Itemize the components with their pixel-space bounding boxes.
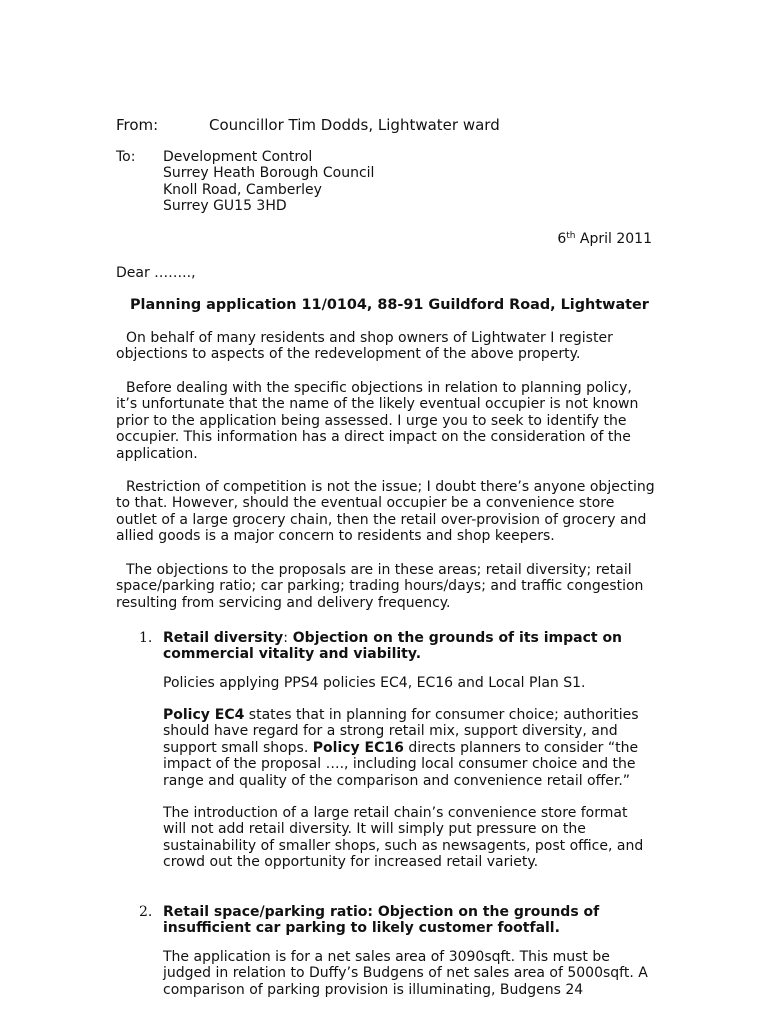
address-line: Development Control [163,149,313,165]
item-keyword: Retail diversity [163,630,284,646]
to-label: To: [116,149,136,165]
recipient-address [163,149,374,215]
date-day: 6 [557,231,567,247]
policy-paragraph [163,707,655,789]
address-line: Surrey Heath Borough Council [163,165,375,182]
item-heading-text: Objection on the grounds of its impact on commercial vitality and viability. [163,630,623,663]
policy-ec4-label: Policy EC4 [163,707,245,723]
item-number: 1. [139,630,153,646]
item-heading-retail-diversity [163,630,653,663]
subject-line: Planning application 11/0104, 88-91 Guildford Road, Lightwater [130,297,649,313]
address-line: Knoll Road, Camberley [163,181,322,198]
paragraph-intro: On behalf of many residents and shop owners of Lightwater I register objections to aspects of the redevelopment of the above property. [116,330,613,363]
item-number: 2. [139,904,153,920]
from-value: Councillor Tim Dodds, Lightwater ward [209,116,500,134]
policy-ec16-label: Policy EC16 [312,739,404,756]
salutation: Dear …….., [116,265,196,281]
date-month-year: April 2011 [575,231,652,247]
paragraph-competition: Restriction of competition is not the issue; I doubt there’s anyone objecting to that. However, should the eventual occupier be a convenience store outlet of a large grocery chain, then the retail over-provision of grocery and allied goods is a major concern to residents and shop keepers. [116,479,655,545]
retail-diversity-closing: The introduction of a large retail chain’s convenience store format will not add retail diversity. It will simply put pressure on the sustainability of smaller shops, such as newsagents, post office, and crowd out the opportunity for increased retail variety. [163,805,644,871]
policies-line: Policies applying PPS4 policies EC4, EC16 and Local Plan S1. [163,675,586,691]
item-heading-parking-ratio: Retail space/parking ratio: Objection on the grounds of insufficient car parking to likely customer footfall. [163,904,600,937]
policy-ec16-text: directs planners to consider “the impact of the proposal …., including local consumer choice and the range and quality of the comparison and convenience retail offer.” [163,739,639,789]
address-line: Surrey GU15 3HD [163,198,287,215]
letter-date [557,231,652,247]
date-suffix: th [566,231,576,241]
parking-ratio-body: The application is for a net sales area of 3090sqft. This must be judged in relation to Duffy’s Budgens of net sales area of 5000sqft. A comparison of parking provision is illuminating, Budgens 24 [163,949,648,998]
policy-ec4-text: states that in planning for consumer choice; authorities should have regard for a strong retail mix, support diversity, and support small shops. [163,707,639,756]
paragraph-objection-areas: The objections to the proposals are in these areas; retail diversity; retail space/parking ratio; car parking; trading hours/days; and traffic congestion resulting from servicing and delivery frequency. [116,562,644,611]
item-colon: : [283,630,288,646]
paragraph-occupier: Before dealing with the specific objections in relation to planning policy, it’s unfortunate that the name of the likely eventual occupier is not known prior to the application being assessed. I urge you to seek to identify the occupier. This information has a direct impact on the consideration of the application. [116,380,639,462]
from-label: From: [116,116,159,134]
